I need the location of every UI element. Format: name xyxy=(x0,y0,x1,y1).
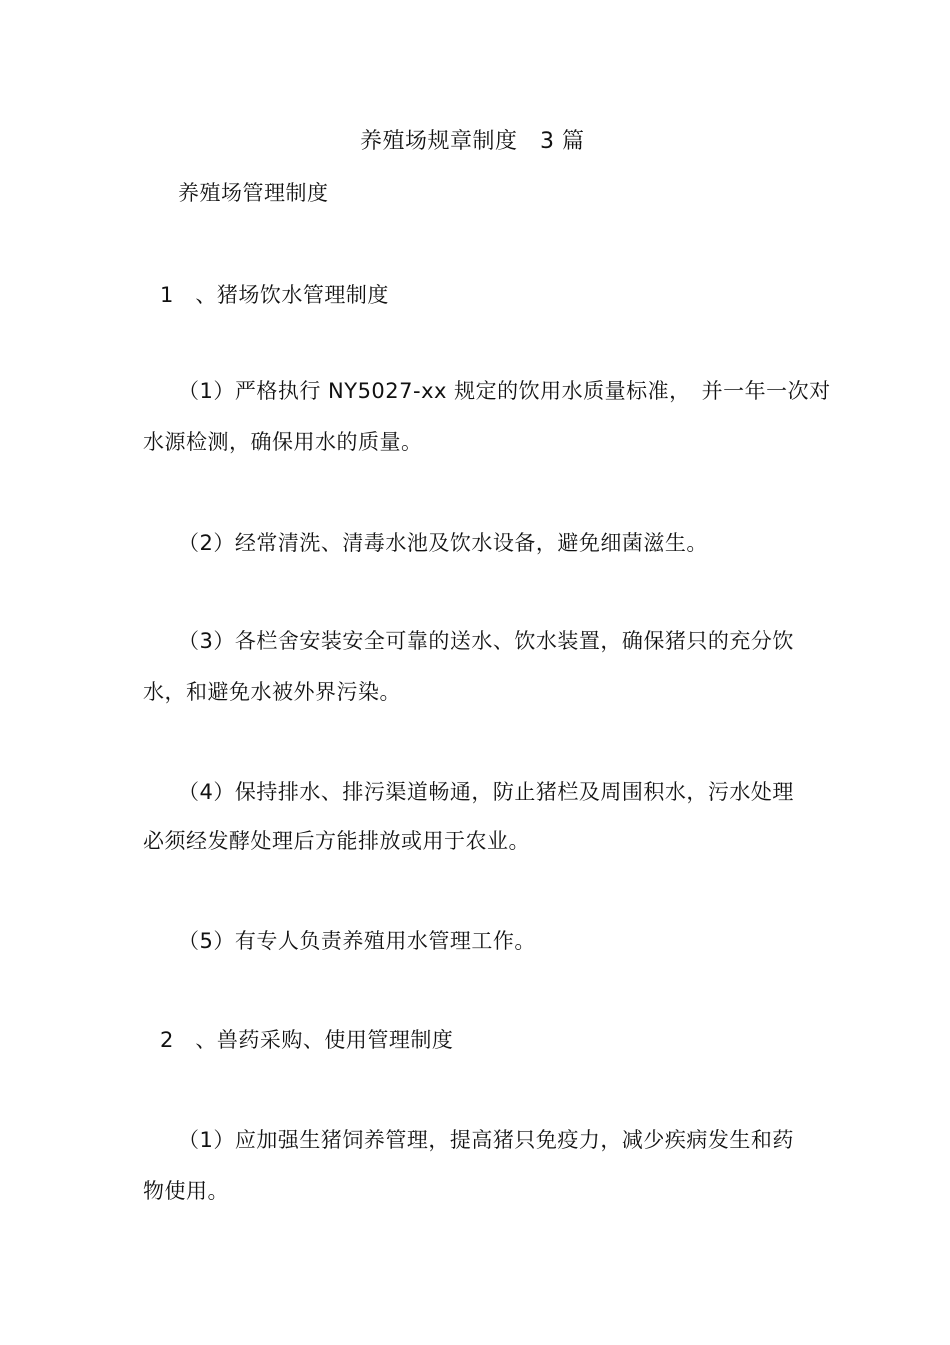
paragraph-line: 水，和避免水被外界污染。 xyxy=(143,680,401,704)
paragraph-line: （1）应加强生猪饲养管理，提高猪只免疫力，减少疾病发生和药 xyxy=(178,1128,794,1152)
paragraph-line: （3）各栏舍安装安全可靠的送水、饮水装置，确保猪只的充分饮 xyxy=(178,629,794,653)
document-subtitle: 养殖场管理制度 xyxy=(178,181,329,205)
paragraph-line: （4）保持排水、排污渠道畅通，防止猪栏及周围积水，污水处理 xyxy=(178,780,794,804)
section-heading: 1 、猪场饮水管理制度 xyxy=(160,283,389,307)
paragraph-line: （1）严格执行 NY5027-xx 规定的饮用水质量标准， 并一年一次对 xyxy=(178,379,831,403)
paragraph-line: 必须经发酵处理后方能排放或用于农业。 xyxy=(143,829,530,853)
paragraph-line: 水源检测，确保用水的质量。 xyxy=(143,430,423,454)
paragraph-line: 物使用。 xyxy=(143,1179,229,1203)
document-title: 养殖场规章制度 3 篇 xyxy=(360,129,585,154)
paragraph-line: （2）经常清洗、清毒水池及饮水设备，避免细菌滋生。 xyxy=(178,531,708,555)
section-heading: 2 、兽药采购、使用管理制度 xyxy=(160,1028,454,1052)
paragraph-line: （5）有专人负责养殖用水管理工作。 xyxy=(178,929,536,953)
